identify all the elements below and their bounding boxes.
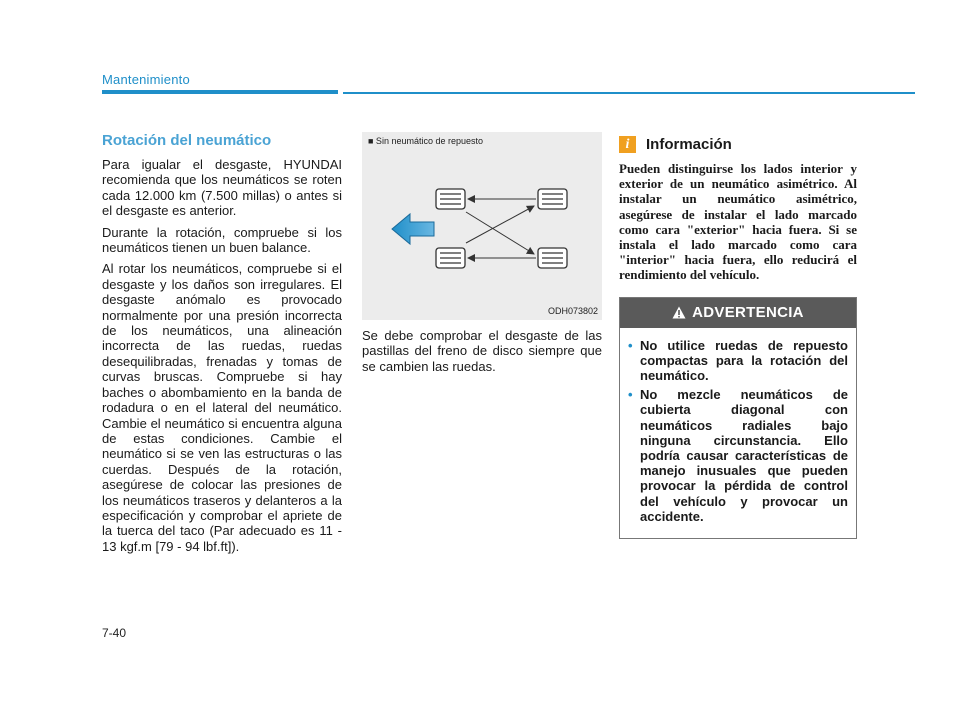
front-direction-arrow-icon xyxy=(392,214,434,244)
bullet-icon: • xyxy=(628,337,633,353)
info-icon: i xyxy=(619,136,636,153)
section-header: Mantenimiento xyxy=(102,72,190,87)
warning-title: ADVERTENCIA xyxy=(692,304,804,322)
page-number: 7-40 xyxy=(102,626,127,640)
header-rule xyxy=(102,90,338,94)
warning-item xyxy=(628,387,848,524)
warning-item-text: No utilice ruedas de repuesto compactas para la rotación del neumático. xyxy=(640,337,848,384)
column-figure xyxy=(362,132,602,380)
paragraph: Al rotar los neumáticos, compruebe si el desgaste y los daños son irregulares. El desgaste anómalo es provocado normalmente por una presión incorrecta de los neumáticos, una alineación incorrecta de las ruedas, ruedas desequilibradas, frenadas y tomas de curvas bruscas. Compruebe si hay baches o abombamiento en la banda de rodadura o en el lateral del neumático. Cambie el neumático si encuentra alguna de estas condiciones. Cambie el neumático si se ven las estructuras o las cuerdas. Después de la rotación, asegúrese de colocar las presiones de los neumáticos traseros y delanteros a la especificación y comprobar el apriete de la tuerca del taco (Par adecuado es 11 - 13 kgf.m [79 - 94 lbf.ft]). xyxy=(102,261,342,554)
info-title: Información xyxy=(646,136,732,153)
tire-icon xyxy=(436,189,465,209)
paragraph: Durante la rotación, compruebe si los neumáticos tienen un buen balance. xyxy=(102,224,342,256)
info-text: Pueden distinguirse los lados interior y exterior de un neumático asimétrico. Al instalar un neumático asimétrico, asegúrese de instalar el lado marcado como cara "exterior" hacia fuera. Si se instala el lado marcado como cara "interior" hacia fuera, ello reducirá el rendimiento del vehículo. xyxy=(619,161,857,283)
tire-icon xyxy=(538,248,567,268)
paragraph: Para igualar el desgaste, HYUNDAI recomienda que los neumáticos se roten cada 12.000 km (7.500 millas) o antes si el desgaste es anterior. xyxy=(102,157,342,219)
warning-item xyxy=(628,338,848,384)
tire-icon xyxy=(538,189,567,209)
paragraph: Se debe comprobar el desgaste de las pastillas del freno de disco siempre que se cambien las ruedas. xyxy=(362,328,602,374)
info-header xyxy=(619,136,857,153)
column-rotation xyxy=(102,132,342,560)
figure-code: ODH073802 xyxy=(547,306,598,316)
figure-caption: ■ Sin neumático de repuesto xyxy=(368,136,484,146)
rotation-arrows xyxy=(466,199,536,258)
warning-triangle-icon xyxy=(672,306,686,319)
tire-rotation-diagram xyxy=(362,132,602,320)
section-title: Rotación del neumático xyxy=(102,132,272,149)
warning-box xyxy=(619,297,857,539)
warning-list xyxy=(620,328,856,538)
warning-item-text: No mezcle neumáticos de cubierta diagonal con neumáticos radiales bajo ninguna circunstancia. Ello podría causar características de manejo inusuales que pueden provocar la pérdida de control del vehículo y provocar un accidente. xyxy=(640,387,848,524)
tire-icon xyxy=(436,248,465,268)
column-info xyxy=(619,136,857,539)
header-rule-thin xyxy=(343,92,915,94)
bullet-icon: • xyxy=(628,387,633,403)
tire-rotation-figure xyxy=(362,132,602,320)
warning-header xyxy=(620,298,856,328)
